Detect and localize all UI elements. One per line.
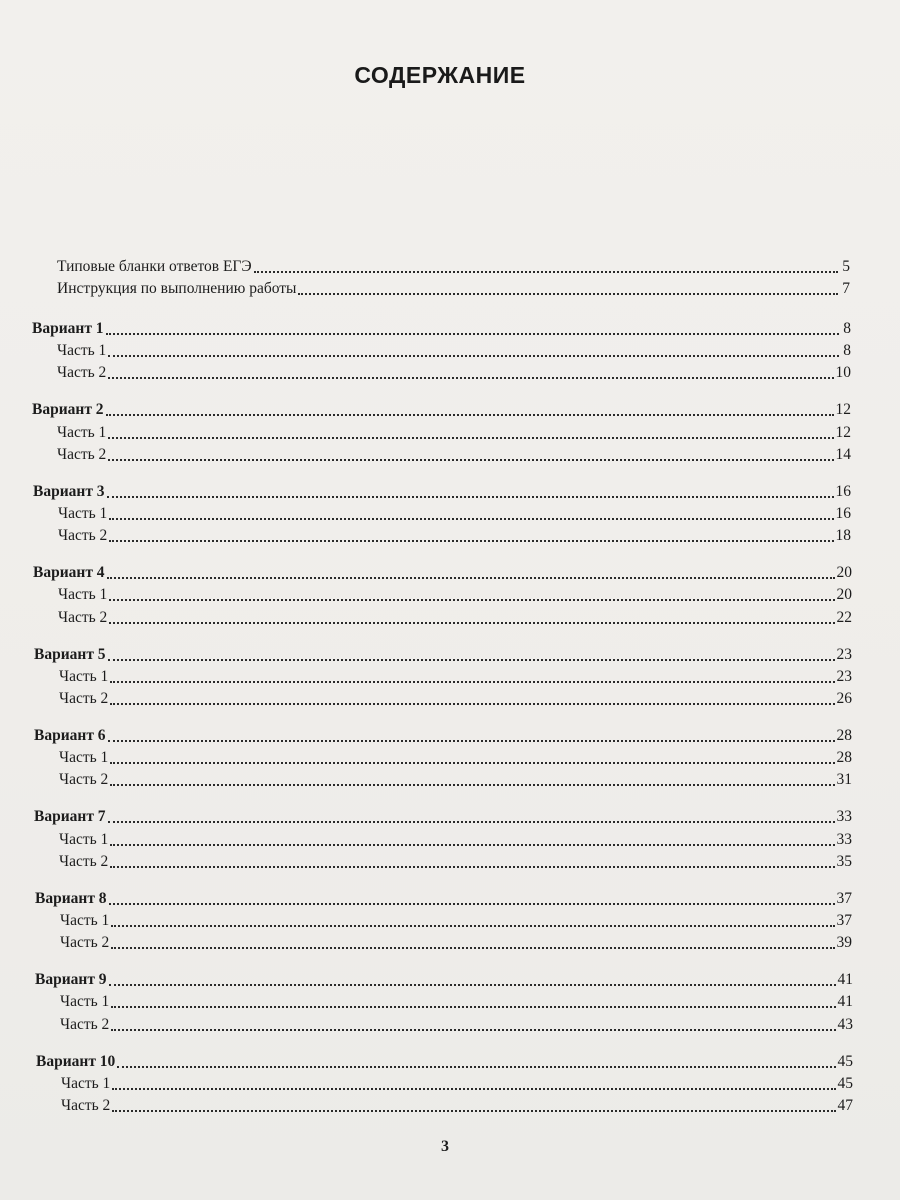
toc-variant-entry <box>35 889 852 909</box>
toc-variant-entry-label: Вариант 5 <box>34 646 106 663</box>
toc-part-entry <box>59 770 852 790</box>
toc-variant-entry-page: 37 <box>836 890 852 907</box>
dot-leader <box>106 414 834 416</box>
toc-variant-entry <box>34 807 852 827</box>
toc-part-entry-page: 14 <box>835 446 851 463</box>
toc-variant-entry-page: 16 <box>835 483 851 500</box>
toc-part-entry-page: 45 <box>837 1075 853 1092</box>
toc-part-entry <box>60 911 852 931</box>
toc-part-entry-page: 47 <box>837 1097 853 1114</box>
toc-part-entry-label: Часть 1 <box>59 668 109 685</box>
toc-part-entry-label: Часть 2 <box>59 771 109 788</box>
toc-intro-entry-label: Инструкция по выполнению работы <box>57 280 297 297</box>
toc-part-entry <box>58 608 852 628</box>
toc-part-entry-label: Часть 2 <box>58 527 108 544</box>
toc-part-entry-label: Часть 2 <box>60 1016 110 1033</box>
dot-leader <box>109 903 835 905</box>
dot-leader <box>108 740 835 742</box>
toc-variant-entry-page: 41 <box>837 971 853 988</box>
toc-part-entry-page: 16 <box>835 505 851 522</box>
toc-part-entry-label: Часть 1 <box>61 1075 111 1092</box>
toc-part-entry-page: 12 <box>835 424 851 441</box>
dot-leader <box>108 355 839 357</box>
page-title: СОДЕРЖАНИЕ <box>354 62 526 88</box>
dot-leader <box>112 1088 835 1090</box>
dot-leader <box>110 703 834 705</box>
toc-variant-entry-label: Вариант 7 <box>34 808 106 825</box>
dot-leader <box>117 1066 835 1068</box>
toc-variant-entry-page: 28 <box>836 727 852 744</box>
toc-variant-entry-page: 12 <box>835 401 851 418</box>
toc-part-entry <box>59 689 852 709</box>
toc-part-entry <box>59 830 852 850</box>
toc-part-entry-page: 18 <box>835 527 851 544</box>
toc-part-entry <box>61 1096 853 1116</box>
toc-part-entry-label: Часть 2 <box>59 853 109 870</box>
toc-intro-entry-page: 7 <box>842 280 850 297</box>
toc-part-entry-label: Часть 1 <box>58 586 108 603</box>
toc-part-entry-label: Часть 1 <box>59 749 109 766</box>
toc-part-entry-label: Часть 2 <box>59 690 109 707</box>
dot-leader <box>112 1110 835 1112</box>
dot-leader <box>109 984 836 986</box>
dot-leader <box>106 333 839 335</box>
dot-leader <box>109 540 833 542</box>
toc-part-entry-label: Часть 2 <box>57 364 107 381</box>
toc-part-entry-label: Часть 2 <box>61 1097 111 1114</box>
toc-part-entry-label: Часть 1 <box>57 424 107 441</box>
toc-variant-entry-label: Вариант 8 <box>35 890 107 907</box>
toc-variant-entry-page: 33 <box>836 808 852 825</box>
dot-leader <box>111 925 834 927</box>
dot-leader <box>107 577 835 579</box>
dot-leader <box>108 459 833 461</box>
toc-part-entry-label: Часть 2 <box>57 446 107 463</box>
toc-variant-entry <box>35 970 853 990</box>
dot-leader <box>110 866 834 868</box>
toc-part-entry <box>59 748 852 768</box>
dot-leader <box>110 844 834 846</box>
toc-part-entry-page: 33 <box>836 831 852 848</box>
dot-leader <box>111 1029 835 1031</box>
toc-part-entry-label: Часть 1 <box>60 912 110 929</box>
toc-part-entry-page: 26 <box>836 690 852 707</box>
toc-part-entry-page: 39 <box>836 934 852 951</box>
dot-leader <box>110 762 834 764</box>
dot-leader <box>108 377 833 379</box>
toc-part-entry-label: Часть 1 <box>60 993 110 1010</box>
toc-variant-entry-label: Вариант 4 <box>33 564 105 581</box>
dot-leader <box>108 659 835 661</box>
toc-variant-entry-page: 45 <box>837 1053 853 1070</box>
toc-part-entry-page: 10 <box>835 364 851 381</box>
dot-leader <box>107 496 834 498</box>
toc-part-entry <box>58 526 851 546</box>
toc-part-entry-page: 28 <box>836 749 852 766</box>
toc-part-entry <box>57 363 851 383</box>
dot-leader <box>109 622 834 624</box>
dot-leader <box>111 1006 835 1008</box>
toc-part-entry <box>57 445 851 465</box>
dot-leader <box>108 437 833 439</box>
toc-variant-entry <box>34 645 852 665</box>
toc-part-entry <box>58 504 851 524</box>
toc-part-entry-page: 41 <box>837 993 853 1010</box>
toc-part-entry <box>61 1074 853 1094</box>
dot-leader <box>254 271 838 273</box>
toc-variant-entry <box>36 1052 853 1072</box>
toc-variant-entry-page: 20 <box>836 564 852 581</box>
toc-part-entry-page: 22 <box>836 609 852 626</box>
toc-part-entry-page: 31 <box>836 771 852 788</box>
toc-part-entry <box>60 933 852 953</box>
toc-variant-entry-label: Вариант 6 <box>34 727 106 744</box>
toc-part-entry-label: Часть 1 <box>59 831 109 848</box>
toc-part-entry <box>60 992 853 1012</box>
toc-variant-entry <box>32 319 851 339</box>
dot-leader <box>110 784 834 786</box>
toc-variant-entry-label: Вариант 10 <box>36 1053 116 1070</box>
toc-intro-entry <box>57 279 850 299</box>
page-number: 3 <box>441 1138 449 1155</box>
toc-part-entry <box>58 585 852 605</box>
toc-variant-entry-page: 8 <box>843 320 851 337</box>
toc-part-entry-label: Часть 1 <box>57 342 107 359</box>
toc-intro-entry-page: 5 <box>842 258 850 275</box>
toc-variant-entry-label: Вариант 9 <box>35 971 107 988</box>
toc-variant-entry-page: 23 <box>836 646 852 663</box>
dot-leader <box>298 293 838 295</box>
toc-part-entry-page: 43 <box>837 1016 853 1033</box>
toc-part-entry-page: 23 <box>836 668 852 685</box>
toc-part-entry <box>60 1015 853 1035</box>
toc-part-entry <box>57 341 851 361</box>
toc-part-entry <box>57 423 851 443</box>
toc-part-entry <box>59 667 852 687</box>
toc-variant-entry <box>34 726 852 746</box>
toc-part-entry-page: 8 <box>843 342 851 359</box>
dot-leader <box>109 599 834 601</box>
toc-part-entry-page: 37 <box>836 912 852 929</box>
toc-part-entry-label: Часть 2 <box>60 934 110 951</box>
toc-variant-entry-label: Вариант 2 <box>32 401 104 418</box>
dot-leader <box>109 518 833 520</box>
toc-intro-entry <box>57 257 850 277</box>
toc-variant-entry <box>33 482 851 502</box>
toc-part-entry-page: 35 <box>836 853 852 870</box>
toc-variant-entry-label: Вариант 3 <box>33 483 105 500</box>
dot-leader <box>111 947 834 949</box>
toc-part-entry <box>59 852 852 872</box>
dot-leader <box>108 821 835 823</box>
toc-variant-entry-label: Вариант 1 <box>32 320 104 337</box>
toc-variant-entry <box>32 400 851 420</box>
toc-intro-entry-label: Типовые бланки ответов ЕГЭ <box>57 258 252 275</box>
toc-part-entry-label: Часть 1 <box>58 505 108 522</box>
toc-part-entry-label: Часть 2 <box>58 609 108 626</box>
toc-variant-entry <box>33 563 852 583</box>
dot-leader <box>110 681 834 683</box>
toc-part-entry-page: 20 <box>836 586 852 603</box>
